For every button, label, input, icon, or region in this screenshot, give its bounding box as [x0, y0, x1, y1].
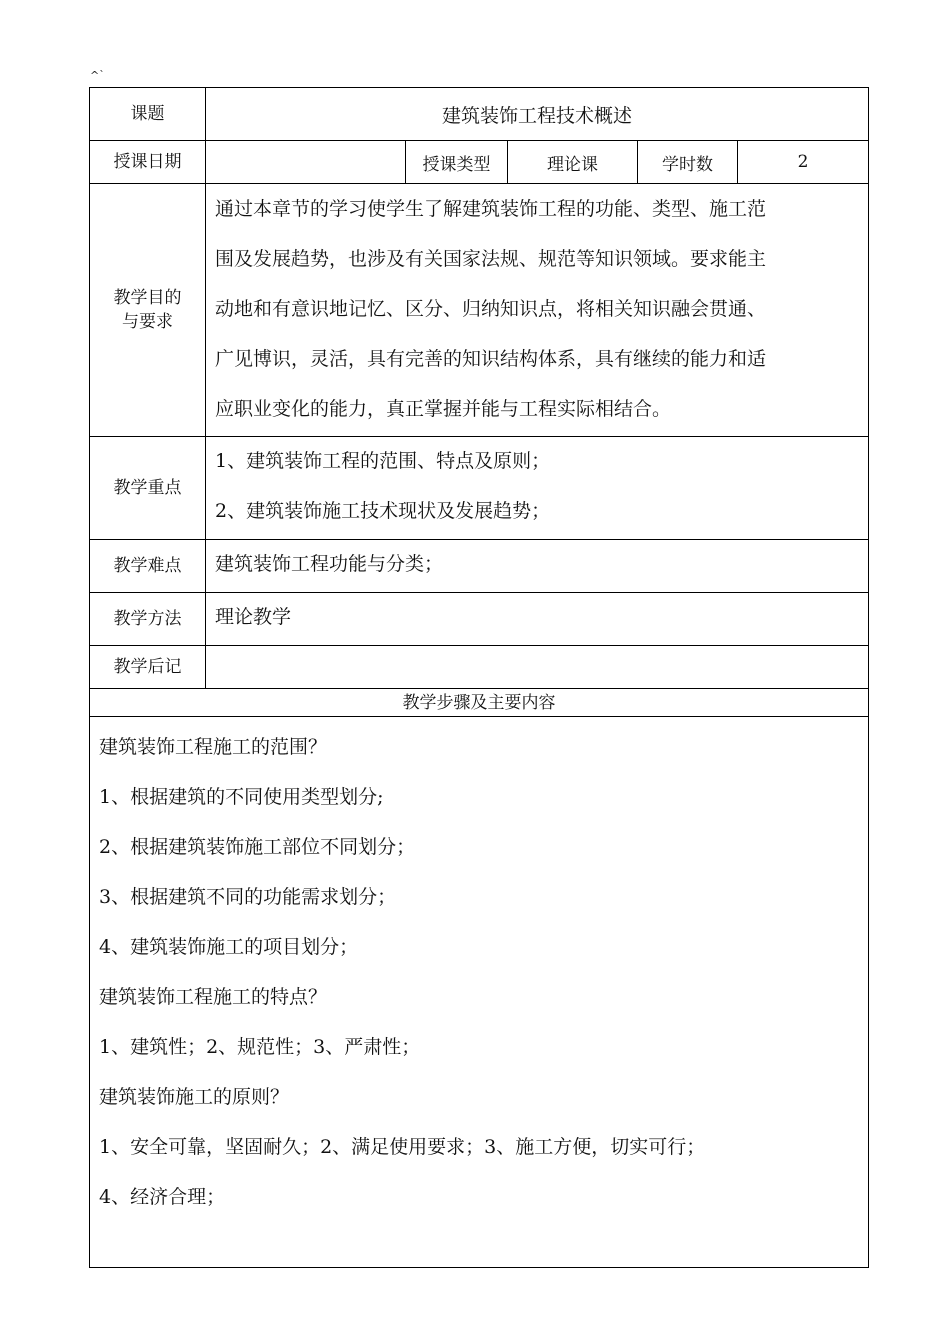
- key-point-item: 2、建筑装饰施工技术现状及发展趋势；: [215, 500, 551, 522]
- key-points-row: [90, 437, 869, 540]
- objectives-row: [90, 184, 869, 437]
- date-value: [206, 141, 406, 184]
- objectives-label-line1: 教学目的: [113, 288, 182, 308]
- steps-line: 4、经济合理；: [99, 1186, 226, 1208]
- topic-row: [90, 88, 869, 141]
- notes-label: 教学后记: [90, 646, 206, 689]
- steps-content-row: [90, 717, 869, 1268]
- key-point-item: 1、建筑装饰工程的范围、特点及原则；: [215, 450, 551, 472]
- hours-value: 2: [738, 141, 869, 184]
- objectives-line: 动地和有意识地记忆、区分、归纳知识点，将相关知识融会贯通、: [215, 298, 767, 320]
- date-row: [90, 141, 869, 184]
- steps-line: 2、根据建筑装饰施工部位不同划分；: [99, 836, 416, 858]
- hours-label: 学时数: [638, 141, 738, 184]
- topic-value: 建筑装饰工程技术概述: [206, 88, 869, 141]
- objectives-line: 应职业变化的能力，真正掌握并能与工程实际相结合。: [215, 398, 672, 420]
- objectives-line: 围及发展趋势，也涉及有关国家法规、规范等知识领域。要求能主: [215, 248, 767, 270]
- methods-label: 教学方法: [90, 593, 206, 646]
- objectives-line: 通过本章节的学习使学生了解建筑装饰工程的功能、类型、施工范: [215, 198, 767, 220]
- objectives-label: [90, 184, 206, 437]
- notes-row: [90, 646, 869, 689]
- key-points-list: [206, 437, 869, 540]
- steps-heading: 教学步骤及主要内容: [90, 689, 869, 717]
- topic-label: 课题: [90, 88, 206, 141]
- corner-mark: ^`: [90, 69, 105, 82]
- objectives-text: [206, 184, 869, 437]
- methods-row: [90, 593, 869, 646]
- steps-line: 4、建筑装饰施工的项目划分；: [99, 936, 359, 958]
- objectives-label-line2: 与要求: [122, 312, 173, 332]
- steps-line: 建筑装饰工程施工的范围？: [99, 736, 328, 758]
- type-label: 授课类型: [406, 141, 508, 184]
- steps-line: 3、根据建筑不同的功能需求划分；: [99, 886, 397, 908]
- notes-value: [206, 646, 869, 689]
- steps-line: 1、建筑性；2、规范性；3、严肃性；: [99, 1036, 421, 1058]
- steps-line: 建筑装饰工程施工的特点？: [99, 986, 328, 1008]
- steps-line: 1、根据建筑的不同使用类型划分;: [99, 786, 384, 808]
- date-label: 授课日期: [90, 141, 206, 184]
- objectives-line: 广见博识，灵活，具有完善的知识结构体系，具有继续的能力和适: [215, 348, 767, 370]
- difficulties-label: 教学难点: [90, 540, 206, 593]
- key-points-label: 教学重点: [90, 437, 206, 540]
- difficulties-value: 建筑装饰工程功能与分类；: [206, 540, 869, 593]
- lesson-plan-table: [89, 87, 869, 1268]
- difficulties-row: [90, 540, 869, 593]
- methods-value: 理论教学: [206, 593, 869, 646]
- type-value: 理论课: [508, 141, 638, 184]
- steps-content: [90, 717, 869, 1268]
- steps-heading-row: [90, 689, 869, 717]
- steps-line: 1、安全可靠，坚固耐久；2、满足使用要求；3、施工方便，切实可行；: [99, 1136, 706, 1158]
- steps-line: 建筑装饰施工的原则？: [99, 1086, 290, 1108]
